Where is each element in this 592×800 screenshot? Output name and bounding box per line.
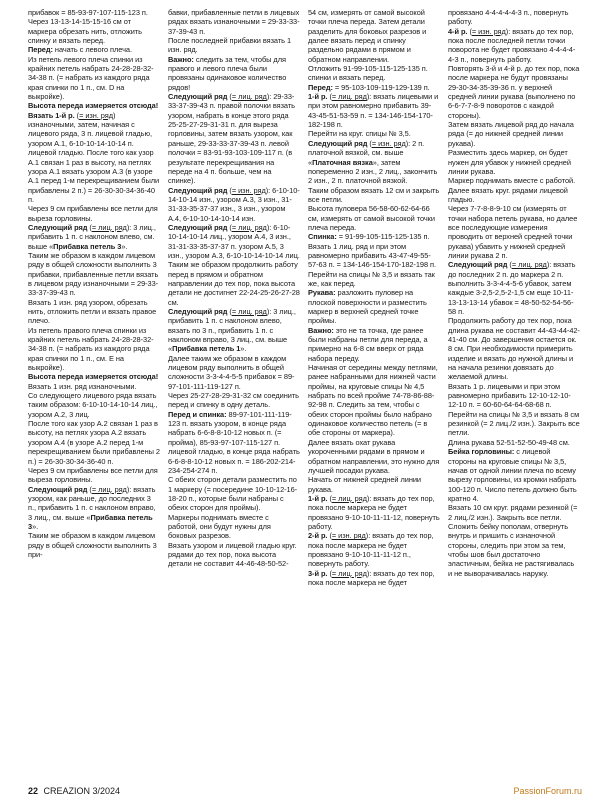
paragraph: Следующий ряд (= лиц. ряд): вязать до последних 2 п. до маркера 2 п. выполнить 3-3-4-4-5-6 убавок, затем каждые 3-2,5-2,5-2-1,5 см еще 10-11-13-13-13-14 убавок = 48-50-52-54-56-58 п. — [448, 260, 576, 316]
paragraph: Вязать 1 изн. ряд узором, обрезать нить, отложить петли и вязать правое плечо. — [28, 297, 157, 326]
paragraph: Длина рукава 52-51-52-50-49-48 см. — [448, 437, 570, 447]
text-column-1 — [28, 8, 160, 778]
paragraph: Таким же образом в каждом лицевом ряду в общей сложности выполнить 3 при- — [28, 531, 157, 559]
paragraph: Следующий ряд (= изн. ряд): 6-10-10-14-10-14 изн., узором А.3, 3 изн., 31-31-33-35-37-37 изн., 3 изн., узором А.4, 6-10-10-14-10-14 изн. — [168, 185, 300, 223]
paragraph: 2-й р. (= изн. ряд): вязать до тех пор, пока после маркера не будет провязано 9-10-10-11-11-12 п., повернуть работу. — [308, 531, 434, 569]
paragraph: Перед: начать с левого плеча. — [28, 45, 132, 55]
paragraph: Таким образом вязать 12 см и закрыть все петли. — [308, 185, 440, 204]
paragraph: 3-й р. (= лиц. ряд): вязать до тех пор, пока после маркера не будет — [308, 568, 435, 587]
paragraph: Таким же образом в каждом лицевом ряду в общей сложности выполнить 3 прибавки, прибавленные петли вязать в лицевом ряду изнаночными = 29-33-33-37-39-43 п. — [28, 250, 159, 298]
paragraph: После того как узор А.2 связан 1 раз в высоту, на петлях узора А.2 вязать узором А.4 (в узоре А.2 перед 1-м перекрещиванием были прибавлены 2 п.) = 26-30-30-34-36-40 п. — [28, 419, 160, 466]
paragraph: Разместить здесь маркер, он будет нужен для убавок у нижней средней линии рукава. — [448, 148, 571, 176]
paragraph: Вязать 1-й р. (= изн. ряд) изнаночными, затем, начиная с лицевого ряда, 3 п. лицевой гладью, узором А.1, 6-10-10-14-10-14 п. лицевой гладью. После того как узор А.1 связан 1 раз в высоту, на петлях узора А.1 вязать узором А.3 (в узоре А.1 перед 1-м перекрещиванием были прибавлены 2 п.) = 26-30-30-34-36-40 п. — [28, 110, 160, 204]
paragraph: Перейти на круг. спицы № 3,5. — [308, 129, 411, 139]
paragraph: Повторять 3-й и 4-й р. до тех пор, пока после маркера не будут провязаны 29-30-34-35-39-36 п. у верхней средней линии рукава (выполнено по 6-6-7-7-8-9 поворотов с каждой стороны). — [448, 64, 580, 120]
page-footer — [28, 786, 120, 796]
paragraph: Вязать 1 лиц. ряд и при этом равномерно прибавить 43-47-49-55-57-63 п. = 134-146-154-170-182-198 п. — [308, 241, 436, 270]
paragraph: Высота пуловера 56-58-60-62-64-66 см, измерять от самой высокой точки плеча переда. — [308, 204, 435, 232]
paragraph: Далее вязать охат рукава укороченными рядами в прямом и обратном направлении, это нужно для лучшей посадки рукава. — [308, 437, 440, 475]
paragraph: С обеих сторон детали разместить по 1 маркеру (= посередине 10-10-12-16-18-20 п., которые были набраны с обеих сторон для проймы). — [168, 475, 298, 513]
paragraph: Следующий ряд (= лиц. ряд): 6-10-10-14-10-14 лиц., узором А.4, 3 изн., 31-31-33-35-37-37 п. узором А.5, 3 изн., узором А.3, 6-10-10-14-10-14 лиц. — [168, 222, 300, 260]
paragraph: Следующий ряд (= лиц. ряд): 3 лиц., прибавить 1 п. с наклоном влево, вязать по 3 п., прибавить 1 п. с наклоном вправо, 3 лиц., см. выше «Прибавка петель 1». — [168, 307, 296, 354]
paragraph: Далее таким же образом в каждом лицевом ряду выполнить в общей сложности 3-3-4-4-5-5 прибавок = 89-97-101-111-119-127 п. — [168, 353, 295, 391]
paragraph: Вязать узором и лицевой гладью круг. рядами до тех пор, пока высота детали не составит 44-46-48-50-52- — [168, 540, 297, 569]
paragraph: Высота переда измеряется отсюда! — [28, 372, 159, 382]
paragraph: Следующий ряд (= изн. ряд): 2 п. платочной вязкой, см. выше «Платочная вязка», затем попеременно 2 изн., 2 лиц., закончить 2 изн., 2 п. платочной вязкой. — [308, 138, 438, 186]
watermark: PassionForum.ru — [513, 786, 582, 796]
paragraph: Из петель правого плеча спинки из крайних петель набрать 24-28-28-32-34-38 п. (= набрать из каждого ряда края спинки по 1 п., см. E на выкройке). — [28, 325, 154, 373]
magazine-issue: CREAZION 3/2024 — [43, 786, 121, 796]
paragraph: Перейти на спицы № 3,5 и вязать 8 см резинкой (= 2 лиц./2 изн.). Закрыть все петли. — [448, 409, 580, 438]
paragraph: Следующий ряд (= лиц. ряд): 29-33-33-37-39-43 п. правой полочки вязать узором, набрать в конце этого ряда 25-25-27-29-31-31 п. для выреза горловины, затем вязать узором, как раньше, 29-33-33-37-39-43 п. левой полочки = 83-91-93-103-109-117 п. (в результате перекрещивания на переде на 4 п. больше, чем на спинке). — [168, 92, 295, 186]
paragraph: Следующий ряд (= лиц. ряд): вязать узором, как раньше, до последних 3 п., прибавить 1 п. с наклоном вправо, 3 лиц., см. выше «Прибавка петель 3». — [28, 484, 156, 531]
paragraph: 1-й р. (= лиц. ряд): вязать до тех пор, пока после маркера не будет провязано 9-10-10-11-11-12, повернуть работу. — [308, 493, 440, 531]
paragraph: Перейти на спицы № 3,5 и вязать так же, как перед. — [308, 269, 435, 288]
paragraph: Следующий ряд (= лиц. ряд): 3 лиц., прибавить 1 п. с наклоном влево, см. выше «Прибавка петель 3». — [28, 222, 156, 251]
paragraph: Через 9 см прибавлены все петли для выреза горловины. — [28, 204, 158, 223]
paragraph: Продолжить работу до тех пор, пока длина рукава не составит 44-43-44-42-41-40 см. До завершения остается ок. 8 см. При необходимости примерить изделие и вязать до нужной длины и на начала резинки довязать до желаемой длины. — [448, 316, 580, 382]
paragraph: Далее вязать круг. рядами лицевой гладью. — [448, 185, 568, 204]
text-column-4 — [448, 8, 580, 778]
paragraph: Важно: следить за тем, чтобы для правого и левого плеча были провязаны одинаковое количество рядов! — [168, 54, 287, 92]
paragraph: 54 см, измерять от самой высокой точки плеча переда. Затем детали разделить для боковых разрезов и далее вязать перед и спинку раздельно рядами в прямом и обратном направлении. — [308, 8, 427, 64]
paragraph: Начать от нижней средней линии рукава. — [308, 475, 422, 494]
paragraph: Бейка горловины: с лицевой стороны на круговые спицы № 3,5, начав от одной линии плеча по всему вырезу горловины, из кромки набрать 100-120 п. Число петель должно быть кратно 4. — [448, 447, 577, 503]
paragraph: бавки, прибавленные петли в лицевых рядах вязать изнаночными = 29-33-33-37-39-43 п. — [168, 8, 300, 36]
paragraph: Со следующего лицевого ряда вязать таким образом: 6-10-10-14-10-14 лиц., узором А.2, 3 лиц. — [28, 391, 158, 419]
paragraph: 1-й р. (= лиц. ряд): вязать лицевыми и при этом равномерно прибавить 39-43-45-51-53-59 п. = 134-146-154-170-182-198 п. — [308, 92, 439, 130]
page-number: 22 — [28, 786, 39, 796]
paragraph: Через 9 см прибавлены все петли для выреза горловины. — [28, 465, 158, 485]
paragraph: Через 7-7-8-8-9-10 см (измерять от точки набора петель рукава, но далее все последующие измерения проводить от верхней средней точки рукава) убавить у нижней средней линии рукава 2 п. — [448, 204, 578, 260]
paragraph: Перед и спинка: 89-97-101-111-119-123 п. вязать узором, в конце ряда набрать 6-6-8-8-10-12 новых п. (= пройма), 85-93-97-107-115-127 п. лицевой гладью, в конце ряда набрать 6-6-8-8-10-12 новых п. = 186-202-214-234-254-274 п. — [168, 409, 300, 475]
paragraph: Вязать 10 см круг. рядами резинкой (= 2 лиц./2 изн.). Закрыть все петли. — [448, 503, 578, 522]
paragraph: Вязать 1 р. лицевыми и при этом равномерно прибавить 12-10-12-10-12-10 п. = 60-60-64-64-68-68 п. — [448, 381, 571, 410]
paragraph: Через 25-27-28-29-31-32 см соединить перед и спинку в одну деталь. — [168, 391, 299, 410]
paragraph: 4-й р. (= изн. ряд): вязать до тех пор, пока после последней петли точки поворота не будет провязано 4-4-4-4-4-3 п., повернуть работу. — [448, 26, 576, 64]
paragraph: Рукава: разложить пуловер на плоской поверхности и разместить маркер в верхней средней точке проймы. — [308, 288, 427, 326]
article-columns — [28, 8, 580, 778]
paragraph: провязано 4-4-4-4-4-3 п., повернуть работу. — [448, 8, 569, 27]
paragraph: Маркер поднимать вместе с работой. — [448, 176, 576, 186]
paragraph: Маркеры поднимать вместе с работой, они будут нужны для боковых разрезов. — [168, 512, 271, 541]
paragraph: Из петель левого плеча спинки из крайних петель набрать 24-28-28-32-34-38 п. (= набрать из каждого ряда края спинки по 1 п., см. D на выкройке). — [28, 54, 154, 102]
paragraph: После последней прибавки вязать 1 изн. ряд. — [168, 36, 292, 55]
text-column-3 — [308, 8, 440, 778]
paragraph: Отложить 91-99-105-115-125-135 п. спинки и вязать перед. — [308, 64, 428, 83]
paragraph: Таким же образом продолжить работу перед в прямом и обратном направлении до тех пор, пока высота детали не достигнет 22-24-25-26-27-28 см. — [168, 260, 300, 307]
paragraph: Высота переда измеряется отсюда! — [28, 101, 159, 111]
paragraph: Важно: это не та точка, где ранее были набраны петли для переда, а примерно на 6-8 см вверх от ряда набора переду. — [308, 325, 428, 363]
paragraph: прибавок = 85-93-97-107-115-123 п. — [28, 8, 148, 17]
paragraph: Через 13-13-14-15-15-16 см от маркера обрезать нить, отложить спинку и вязать перед. — [28, 17, 142, 46]
text-column-2 — [168, 8, 300, 778]
paragraph: Сложить бейку пополам, отвернуть внутрь и пришить с изнаночной стороны, следить при этом за тем, чтобы шов был достаточно эластичным, бейка не растягивалась и не выворачивалась наружу. — [448, 521, 575, 578]
paragraph: Начиная от середины между петлями, ранее набранными для нижней части проймы, на круговые спицы № 4,5 набрать по всей пройме 74-78-86-88-92-98 п. Следить за тем, чтобы с обеих сторон проймы было набрано одинаковое количество петель (= в обе стороны от маркера). — [308, 363, 438, 438]
paragraph: Вязать 1 изн. ряд изнаночными. — [28, 381, 137, 391]
paragraph: Спинка: = 91-99-105-115-125-135 п. — [308, 232, 430, 242]
paragraph: Перед: = 95-103-109-119-129-139 п. — [308, 82, 430, 92]
paragraph: Затем вязать лицевой ряд до начала ряда (= до нижней средней линии рукава). — [448, 120, 574, 148]
